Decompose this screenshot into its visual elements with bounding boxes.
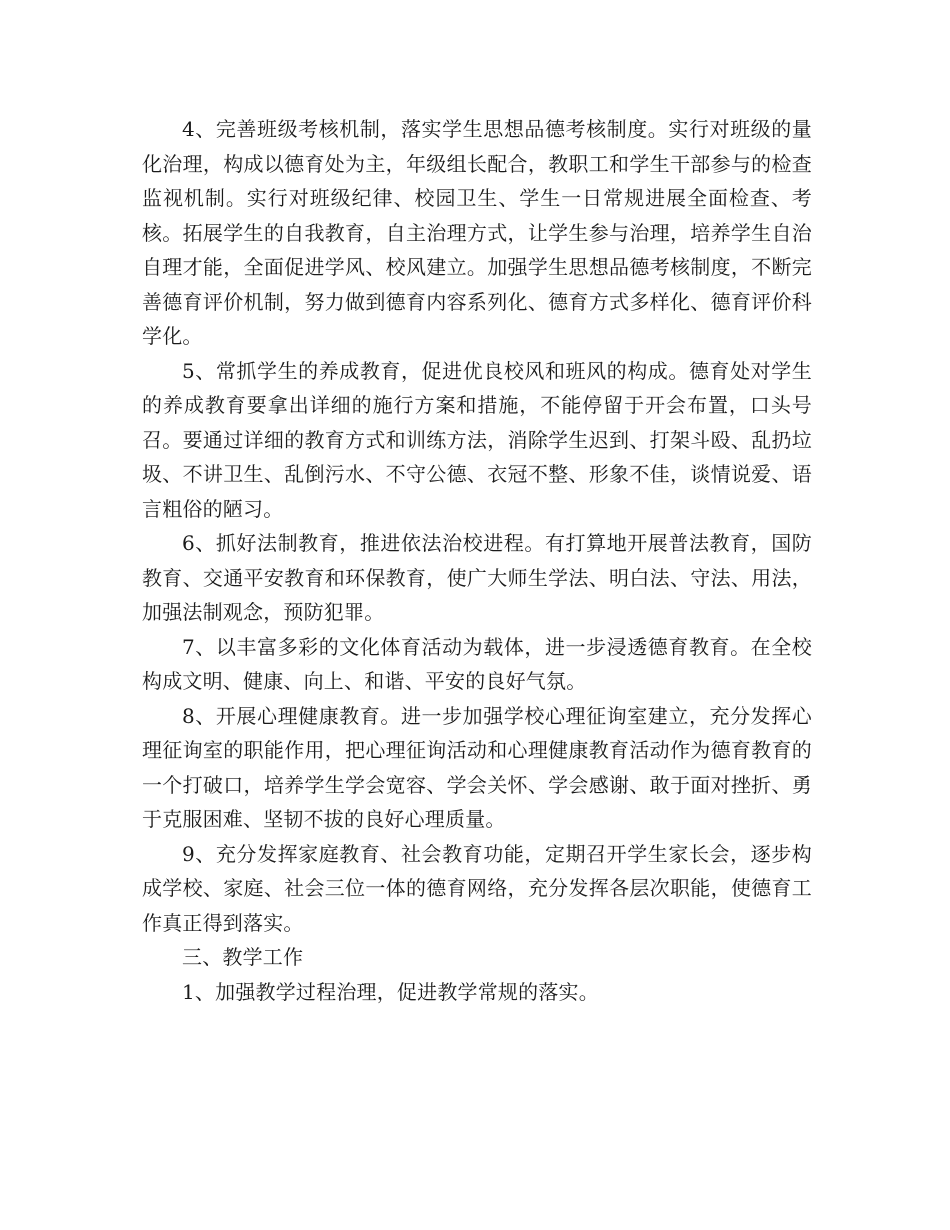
paragraph-8-mental-health: 8、开展心理健康教育。进一步加强学校心理征询室建立，充分发挥心理征询室的职能作用，把心理征询活动和心理健康教育活动作为德育教育的一个打破口，培养学生学会宽容、学会关怀、学会感谢、敢于面对挫折、勇于克服困难、坚韧不拔的良好心理质量。 [142, 703, 812, 831]
paragraph-7-cultural-activities: 7、以丰富多彩的文化体育活动为载体，进一步浸透德育教育。在全校构成文明、健康、向上、和谐、平安的良好气氛。 [142, 634, 812, 693]
paragraph-6-legal-education: 6、抓好法制教育，推进依法治校进程。有打算地开展普法教育，国防教育、交通平安教育和环保教育，使广大师生学法、明白法、守法、用法，加强法制观念，预防犯罪。 [142, 531, 812, 624]
paragraph-1-teaching-process: 1、加强教学过程治理，促进教学常规的落实。 [182, 979, 599, 1004]
section-heading-teaching-work: 三、教学工作 [182, 945, 304, 969]
document-body [142, 112, 812, 1009]
paragraph-9-family-education: 9、充分发挥家庭教育、社会教育功能，定期召开学生家长会，逐步构成学校、家庭、社会三位一体的德育网络，充分发挥各层次职能，使德育工作真正得到落实。 [142, 841, 812, 935]
paragraph-4-class-assessment: 4、完善班级考核机制，落实学生思想品德考核制度。实行对班级的量化治理，构成以德育处为主，年级组长配合，教职工和学生干部参与的检查监视机制。实行对班级纪律、校园卫生、学生一日常规进展全面检查、考核。拓展学生的自我教育，自主治理方式，让学生参与治理，培养学生自治自理才能，全面促进学风、校风建立。加强学生思想品德考核制度，不断完善德育评价机制，努力做到德育内容系列化、德育方式多样化、德育评价科学化。 [142, 117, 812, 348]
paragraph-5-habit-education: 5、常抓学生的养成教育，促进优良校风和班风的构成。德育处对学生的养成教育要拿出详细的施行方案和措施，不能停留于开会布置，口头号召。要通过详细的教育方式和训练方法，消除学生迟到、打架斗殴、乱扔垃圾、不讲卫生、乱倒污水、不守公德、衣冠不整、形象不佳，谈情说爱、语言粗俗的陋习。 [142, 358, 812, 521]
